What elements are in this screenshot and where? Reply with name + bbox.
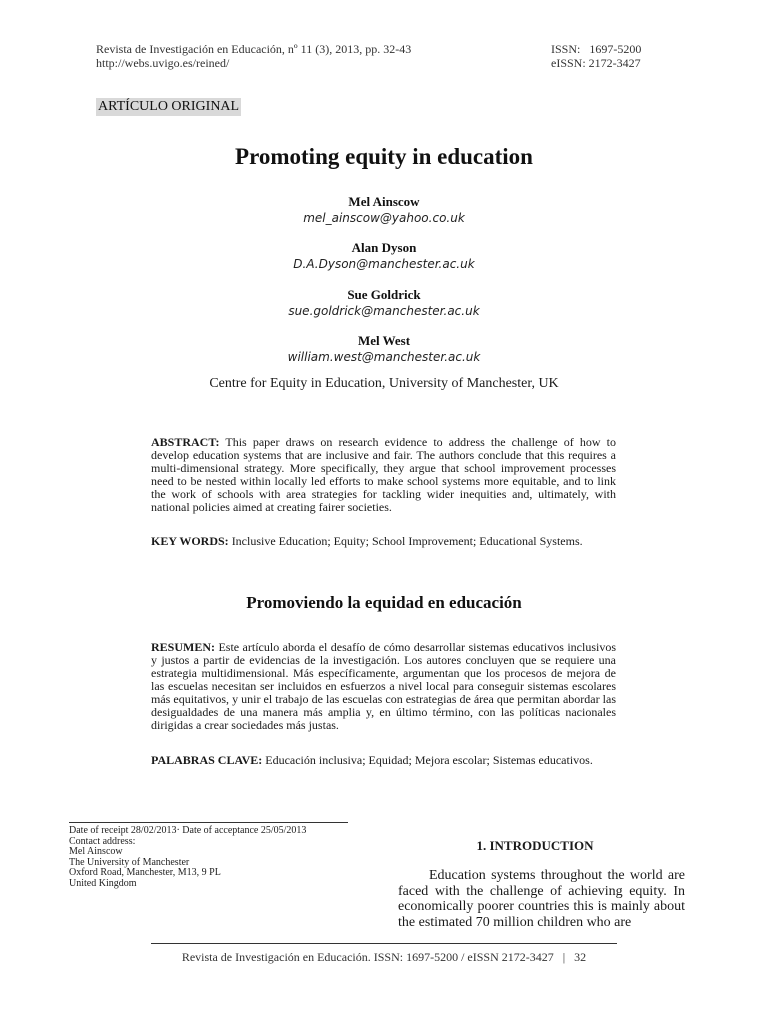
- resumen-label: RESUMEN:: [151, 640, 216, 654]
- footer-journal: Revista de Investigación en Educación. ISSN: 1697-5200 / eISSN 2172-3427: [181, 950, 554, 964]
- paper-title: Promoting equity in education: [235, 144, 533, 169]
- author-name: Alan Dyson: [351, 240, 417, 255]
- journal-url[interactable]: http://webs.uvigo.es/reined/: [96, 56, 230, 70]
- palabras-clave-label: PALABRAS CLAVE:: [151, 753, 263, 767]
- palabras-clave-text: Educación inclusiva; Equidad; Mejora escolar; Sistemas educativos.: [265, 753, 593, 767]
- introduction-heading: 1. INTRODUCTION: [476, 838, 594, 853]
- author-email[interactable]: D.A.Dyson@manchester.ac.uk: [293, 257, 475, 271]
- footnote: [69, 826, 306, 890]
- keywords-text: Inclusive Education; Equity; School Improvement; Educational Systems.: [231, 534, 583, 548]
- spanish-title: Promoviendo la equidad en educación: [246, 593, 522, 612]
- author-block: [0, 240, 768, 272]
- abstract-text: This paper draws on research evidence to address the challenge of how to develop education systems that are inclusive and fair. The authors conclude that this requires a multi-dimensional strategy. More specifically, they argue that school improvement processes need to be nested within locally led efforts to make school systems more equitable, and to link the work of schools with area strategies for tackling wider inequities and, ultimately, with national policies aimed at creating fairer societies.: [151, 435, 616, 514]
- introduction-text: Education systems throughout the world are faced with the challenge of achieving equity. In economically poorer countries this is mainly about the estimated 70 million children who are: [398, 868, 685, 930]
- running-header-left: [96, 42, 411, 70]
- author-email[interactable]: william.west@manchester.ac.uk: [287, 350, 481, 364]
- author-block: [0, 333, 768, 365]
- running-header-right: [551, 42, 641, 70]
- footnote-rule: [69, 822, 348, 823]
- affiliation: Centre for Equity in Education, University of Manchester, UK: [209, 376, 559, 391]
- footnote-line: The University of Manchester: [69, 856, 190, 868]
- abstract: [151, 436, 616, 514]
- article-type-label: ARTÍCULO ORIGINAL: [98, 99, 240, 114]
- keywords-label: KEY WORDS:: [151, 534, 229, 548]
- abstract-label: ABSTRACT:: [151, 435, 220, 449]
- author-name: Sue Goldrick: [347, 287, 421, 302]
- footnote-dates: Date of receipt 28/02/2013· Date of acceptance 25/05/2013: [69, 825, 307, 836]
- footnote-contact-label: Contact address:: [69, 835, 136, 847]
- author-email[interactable]: sue.goldrick@manchester.ac.uk: [288, 304, 480, 318]
- author-name: Mel West: [357, 333, 411, 348]
- resumen-text: Este artículo aborda el desafío de cómo desarrollar sistemas educativos inclusivos y justos a partir de evidencias de la investigación. Los autores concluyen que se requiere una estrategia multidimensional. Más específicamente, argumentan que los procesos de mejora de las escuelas necesitan ser incluidos en esfuerzos a nivel local para conseguir sistemas escolares más equitativos, y unir el trabajo de las escuelas con estrategias de área que permitan abordar las desigualdades de una manera más amplia y, en último término, con las políticas nacionales dirigidas a crear sociedades más justas.: [151, 640, 616, 732]
- footer-separator: |: [562, 950, 566, 964]
- author-block: [0, 287, 768, 319]
- author-email[interactable]: mel_ainscow@yahoo.co.uk: [303, 211, 465, 225]
- resumen: [151, 641, 616, 732]
- palabras-clave: [151, 754, 616, 767]
- keywords: [151, 535, 616, 548]
- footnote-line: United Kingdom: [69, 877, 137, 889]
- author-block: [0, 194, 768, 226]
- eissn: eISSN: 2172-3427: [551, 56, 641, 70]
- page-footer: [0, 950, 768, 964]
- footnote-line: Mel Ainscow: [69, 846, 123, 858]
- footer-rule: [151, 943, 617, 944]
- journal-citation: Revista de Investigación en Educación, nº 11 (3), 2013, pp. 32-43: [96, 42, 412, 56]
- footnote-line: Oxford Road, Manchester, M13, 9 PL: [69, 867, 221, 879]
- author-name: Mel Ainscow: [348, 194, 420, 209]
- issn: ISSN: 1697-5200: [551, 42, 642, 56]
- page-number: 32: [574, 950, 587, 964]
